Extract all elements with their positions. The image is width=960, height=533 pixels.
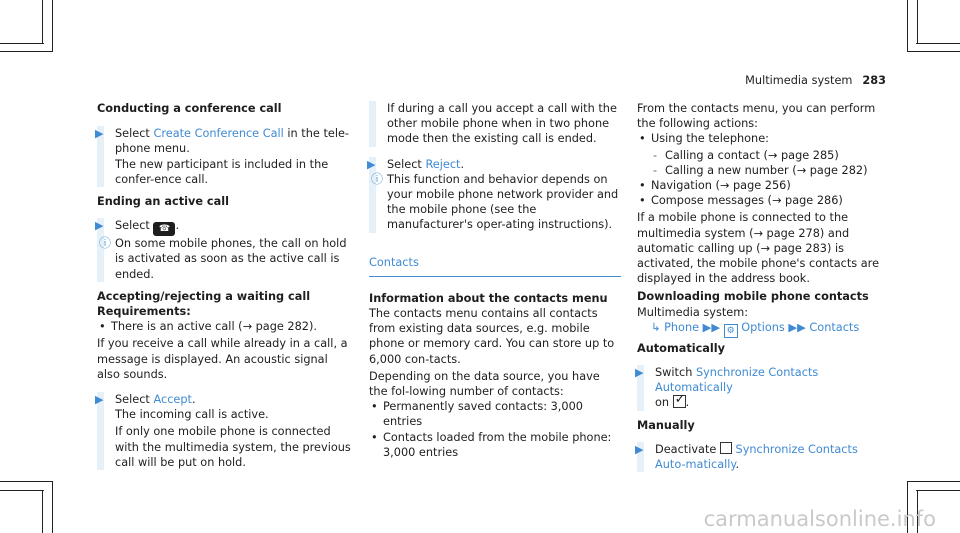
crop-mark: [917, 0, 918, 44]
column-1: [97, 101, 352, 470]
path-separator-icon: ▶▶: [702, 320, 721, 334]
conference-heading: Conducting a conference call: [97, 102, 282, 115]
accept-step: ▶ Select Accept. The incoming call is active. If only one mobile phone is connected with the multimedia system, the previous call will be put on hold.: [95, 393, 351, 469]
conference-result: The new participant is included in the confer-ence call.: [115, 157, 329, 186]
crop-mark: [0, 490, 44, 491]
unchecked-checkbox-icon[interactable]: [720, 442, 732, 454]
step-arrow-icon: ▶: [635, 366, 644, 380]
crop-mark: [42, 490, 43, 533]
info-list: [369, 399, 621, 460]
step-arrow-icon: ▶: [95, 393, 104, 407]
crop-mark: [907, 51, 960, 52]
path-label: Multimedia system:: [637, 305, 749, 319]
step-arrow-icon: ▶: [95, 219, 104, 233]
path-separator-icon: ▶▶: [788, 320, 806, 334]
crop-mark: [42, 0, 43, 44]
column-2: [369, 101, 621, 460]
accept-result-1: The incoming call is active.: [115, 408, 269, 422]
info-paragraph-2: Depending on the data source, you have the fol-lowing number of contacts:: [369, 369, 600, 399]
crop-mark: [0, 481, 52, 482]
connected-paragraph: If a mobile phone is connected to the multimedia system (→ page 278) and automatic calling up (→ page 283) is activated, the mobile phone's contacts are displayed in the address book.: [637, 211, 880, 286]
contacts-section-title: Contacts: [369, 255, 621, 277]
path-options[interactable]: Options: [741, 320, 785, 334]
actions-list: [637, 131, 887, 208]
page-header: [745, 73, 886, 88]
options-icon: ⚙: [724, 324, 738, 338]
section-title: Multimedia system: [745, 74, 853, 87]
list-item: - Calling a new number (→ page 282): [651, 163, 887, 178]
ending-step: ▶ Select ☎ . ⓘ On some mobile phones, the call on hold is activated as soon as the active call is ended.: [97, 218, 352, 282]
menu-path: [637, 320, 887, 338]
crop-mark: [52, 0, 53, 52]
conference-step: ▶ Select Create Conference Call in the tele-phone menu. The new participant is included in the confer-ence call.: [97, 126, 352, 187]
list-item: • Contacts loaded from the mobile phone: 3,000 entries: [369, 430, 621, 460]
manual-heading: Manually: [637, 418, 695, 432]
crop-mark: [907, 0, 908, 52]
automatic-step: ▶ Switch Synchronize Contacts Automatically on ✓ .: [637, 365, 887, 411]
automatic-heading: Automatically: [637, 341, 726, 355]
step-arrow-icon: ▶: [635, 442, 644, 456]
info-icon: ⓘ: [371, 171, 384, 186]
reject-step: ▶ Select Reject. ⓘ This function and behavior depends on your mobile phone network provider and the mobile phone (see the manufacturer's oper-ating instructions).: [369, 157, 621, 233]
list-item: • Permanently saved contacts: 3,000 entries: [369, 399, 621, 429]
accept-link[interactable]: Accept: [153, 393, 192, 407]
list-item: • Using the telephone: - Calling a contact (→ page 285) - Calling a new number (→ page 282): [637, 131, 887, 178]
end-call-icon[interactable]: ☎: [153, 222, 175, 236]
info-paragraph-1: The contacts menu contains all contacts from existing data sources, e.g. mobile phone or memory card. You can store up to 6,000 con-tacts.: [369, 307, 615, 366]
requirements-heading: Requirements:: [97, 305, 191, 319]
info-icon: ⓘ: [99, 236, 112, 251]
sync-contacts-auto-link[interactable]: Synchronize Contacts Automatically: [655, 366, 819, 395]
manual-step: ▶ Deactivate Synchronize Contacts Auto-matically.: [635, 442, 858, 472]
sub-list: [651, 148, 887, 178]
sync-contacts-manual-link[interactable]: Synchronize Contacts Auto-matically: [655, 442, 858, 472]
step-arrow-icon: ▶: [95, 127, 104, 141]
crop-mark: [52, 481, 53, 533]
crop-mark: [0, 51, 52, 52]
path-contacts[interactable]: Contacts: [809, 320, 860, 334]
info-heading: Information about the contacts menu: [369, 291, 608, 305]
page-number: 283: [862, 74, 886, 87]
column-3: [637, 101, 887, 472]
create-conference-call-link[interactable]: Create Conference Call: [153, 127, 284, 141]
list-item: • Navigation (→ page 256): [637, 178, 887, 193]
checked-checkbox-icon[interactable]: [673, 395, 686, 408]
continued-step: [369, 101, 621, 147]
actions-intro: From the contacts menu, you can perform the following actions:: [637, 102, 876, 131]
requirements-list: [97, 319, 352, 334]
continued-text: If during a call you accept a call with the other mobile phone when in two phone mode then the existing call is ended.: [387, 102, 617, 146]
step-arrow-icon: ▶: [367, 157, 376, 171]
watermark-text: carmanualsonline.info: [703, 506, 936, 531]
path-arrow-icon: ↳: [651, 320, 661, 334]
list-item: • There is an active call (→ page 282).: [97, 319, 352, 334]
crop-mark: [916, 490, 960, 491]
crop-mark: [916, 43, 960, 44]
crop-mark: [907, 481, 960, 482]
accept-heading: Accepting/rejecting a waiting call: [97, 289, 311, 303]
reject-link[interactable]: Reject: [425, 157, 461, 171]
crop-mark: [0, 43, 44, 44]
reject-note: ⓘ This function and behavior depends on your mobile phone network provider and the mobile phone (see the manufacturer's oper-ating instructions).: [371, 171, 619, 232]
list-item: - Calling a contact (→ page 285): [651, 148, 887, 163]
ending-heading: Ending an active call: [97, 195, 229, 209]
path-phone[interactable]: Phone: [664, 320, 700, 334]
ending-note: ⓘ On some mobile phones, the call on hold is activated as soon as the active call is ended.: [99, 236, 347, 281]
download-heading: Downloading mobile phone contacts: [637, 290, 869, 304]
accept-result-2: If only one mobile phone is connected with the multimedia system, the previous call will be put on hold.: [115, 425, 351, 469]
accept-paragraph: If you receive a call while already in a call, a message is displayed. An acoustic signal also sounds.: [97, 337, 348, 381]
list-item: • Compose messages (→ page 286): [637, 193, 887, 208]
